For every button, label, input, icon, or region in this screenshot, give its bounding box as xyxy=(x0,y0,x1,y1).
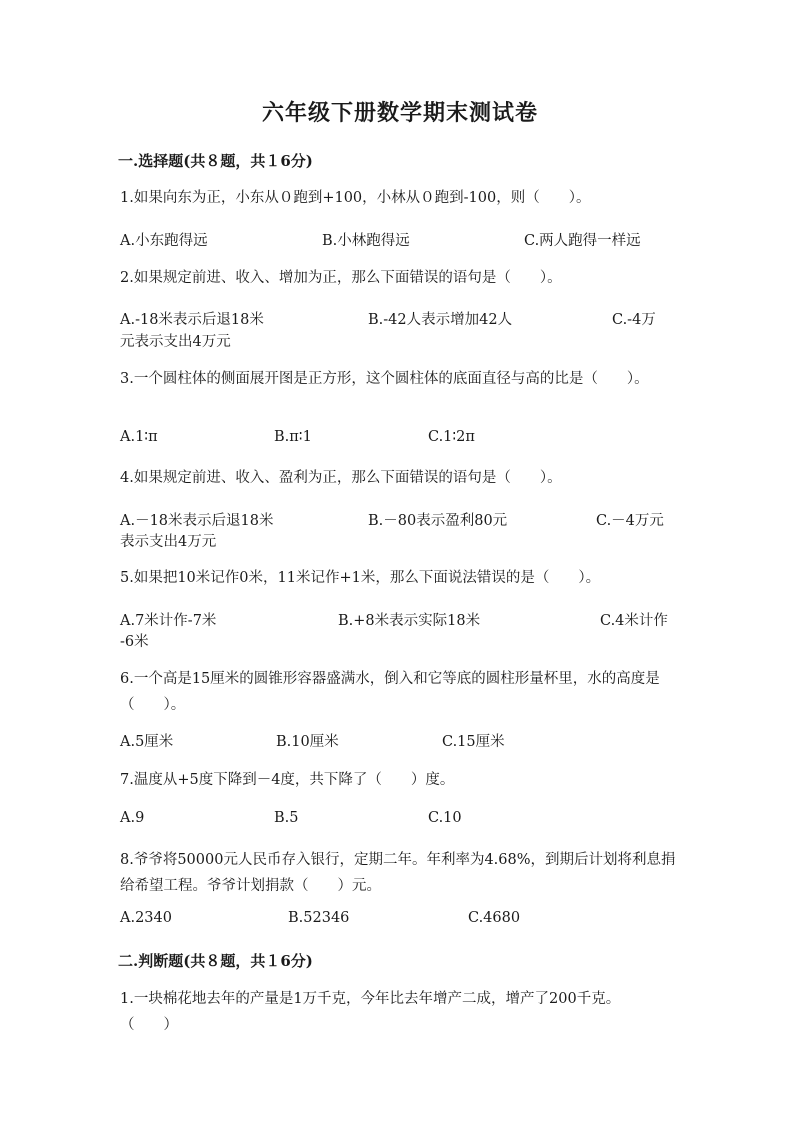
q3-option-b[interactable]: B.π∶1 xyxy=(274,429,312,445)
q1-option-b[interactable]: B.小林跑得远 xyxy=(322,233,410,249)
q1-option-c[interactable]: C.两人跑得一样远 xyxy=(524,233,641,249)
q6-option-a[interactable]: A.5厘米 xyxy=(120,734,174,750)
q1-option-a[interactable]: A.小东跑得远 xyxy=(120,233,208,249)
question-7: 7.温度从+5度下降到－4度，共下降了（ ）度。 xyxy=(120,772,455,788)
q8-option-b[interactable]: B.52346 xyxy=(288,910,350,926)
q5-option-c-continued: -6米 xyxy=(120,634,149,650)
page-title: 六年级下册数学期末测试卷 xyxy=(261,100,538,126)
section-choice-heading: 一.选择题(共８题，共１6分) xyxy=(118,152,313,170)
q7-option-b[interactable]: B.5 xyxy=(274,810,299,826)
q5-option-c[interactable]: C.4米计作 xyxy=(600,613,668,629)
question-3: 3.一个圆柱体的侧面展开图是正方形，这个圆柱体的底面直径与高的比是（ ）。 xyxy=(120,371,649,387)
question-8: 8.爷爷将50000元人民币存入银行，定期二年。年利率为4.68%，到期后计划将利息捐给希望工程。爷爷计划捐款（ ）元。 xyxy=(120,852,676,894)
q3-option-a[interactable]: A.1∶π xyxy=(120,429,158,445)
q6-option-c[interactable]: C.15厘米 xyxy=(442,734,505,750)
q8-option-c[interactable]: C.4680 xyxy=(468,910,521,926)
q6-option-b[interactable]: B.10厘米 xyxy=(276,734,339,750)
q4-option-c-continued: 表示支出4万元 xyxy=(120,534,217,550)
q2-option-c[interactable]: C.-4万 xyxy=(612,312,656,328)
question-4: 4.如果规定前进、收入、盈利为正，那么下面错误的语句是（ ）。 xyxy=(120,470,562,486)
q4-option-a[interactable]: A.－18米表示后退18米 xyxy=(120,513,274,529)
q4-option-b[interactable]: B.－80表示盈利80元 xyxy=(368,513,508,529)
q5-option-a[interactable]: A.7米计作-7米 xyxy=(120,613,217,629)
q8-option-a[interactable]: A.2340 xyxy=(120,910,172,926)
judgment-1: 1.一块棉花地去年的产量是1万千克，今年比去年增产二成，增产了200千克。 （ ） xyxy=(120,991,642,1033)
question-6: 6.一个高是15厘米的圆锥形容器盛满水，倒入和它等底的圆柱形量杯里，水的高度是（ ）。 xyxy=(120,671,660,713)
question-1: 1.如果向东为正，小东从０跑到+100，小林从０跑到-100，则（ ）。 xyxy=(120,190,591,206)
question-5: 5.如果把10米记作0米，11米记作+1米，那么下面说法错误的是（ ）。 xyxy=(120,570,601,586)
q7-option-c[interactable]: C.10 xyxy=(428,810,462,826)
q2-option-b[interactable]: B.-42人表示增加42人 xyxy=(368,312,513,328)
q2-option-a[interactable]: A.-18米表示后退18米 xyxy=(120,312,264,328)
q2-option-c-continued: 元表示支出4万元 xyxy=(120,334,231,350)
q7-option-a[interactable]: A.9 xyxy=(120,810,145,826)
question-2: 2.如果规定前进、收入、增加为正，那么下面错误的语句是（ ）。 xyxy=(120,270,562,286)
section-judgment-heading: 二.判断题(共８题，共１6分) xyxy=(118,952,313,970)
q3-option-c[interactable]: C.1∶2π xyxy=(428,429,475,445)
q5-option-b[interactable]: B.+8米表示实际18米 xyxy=(338,613,481,629)
q4-option-c[interactable]: C.－4万元 xyxy=(596,513,664,529)
